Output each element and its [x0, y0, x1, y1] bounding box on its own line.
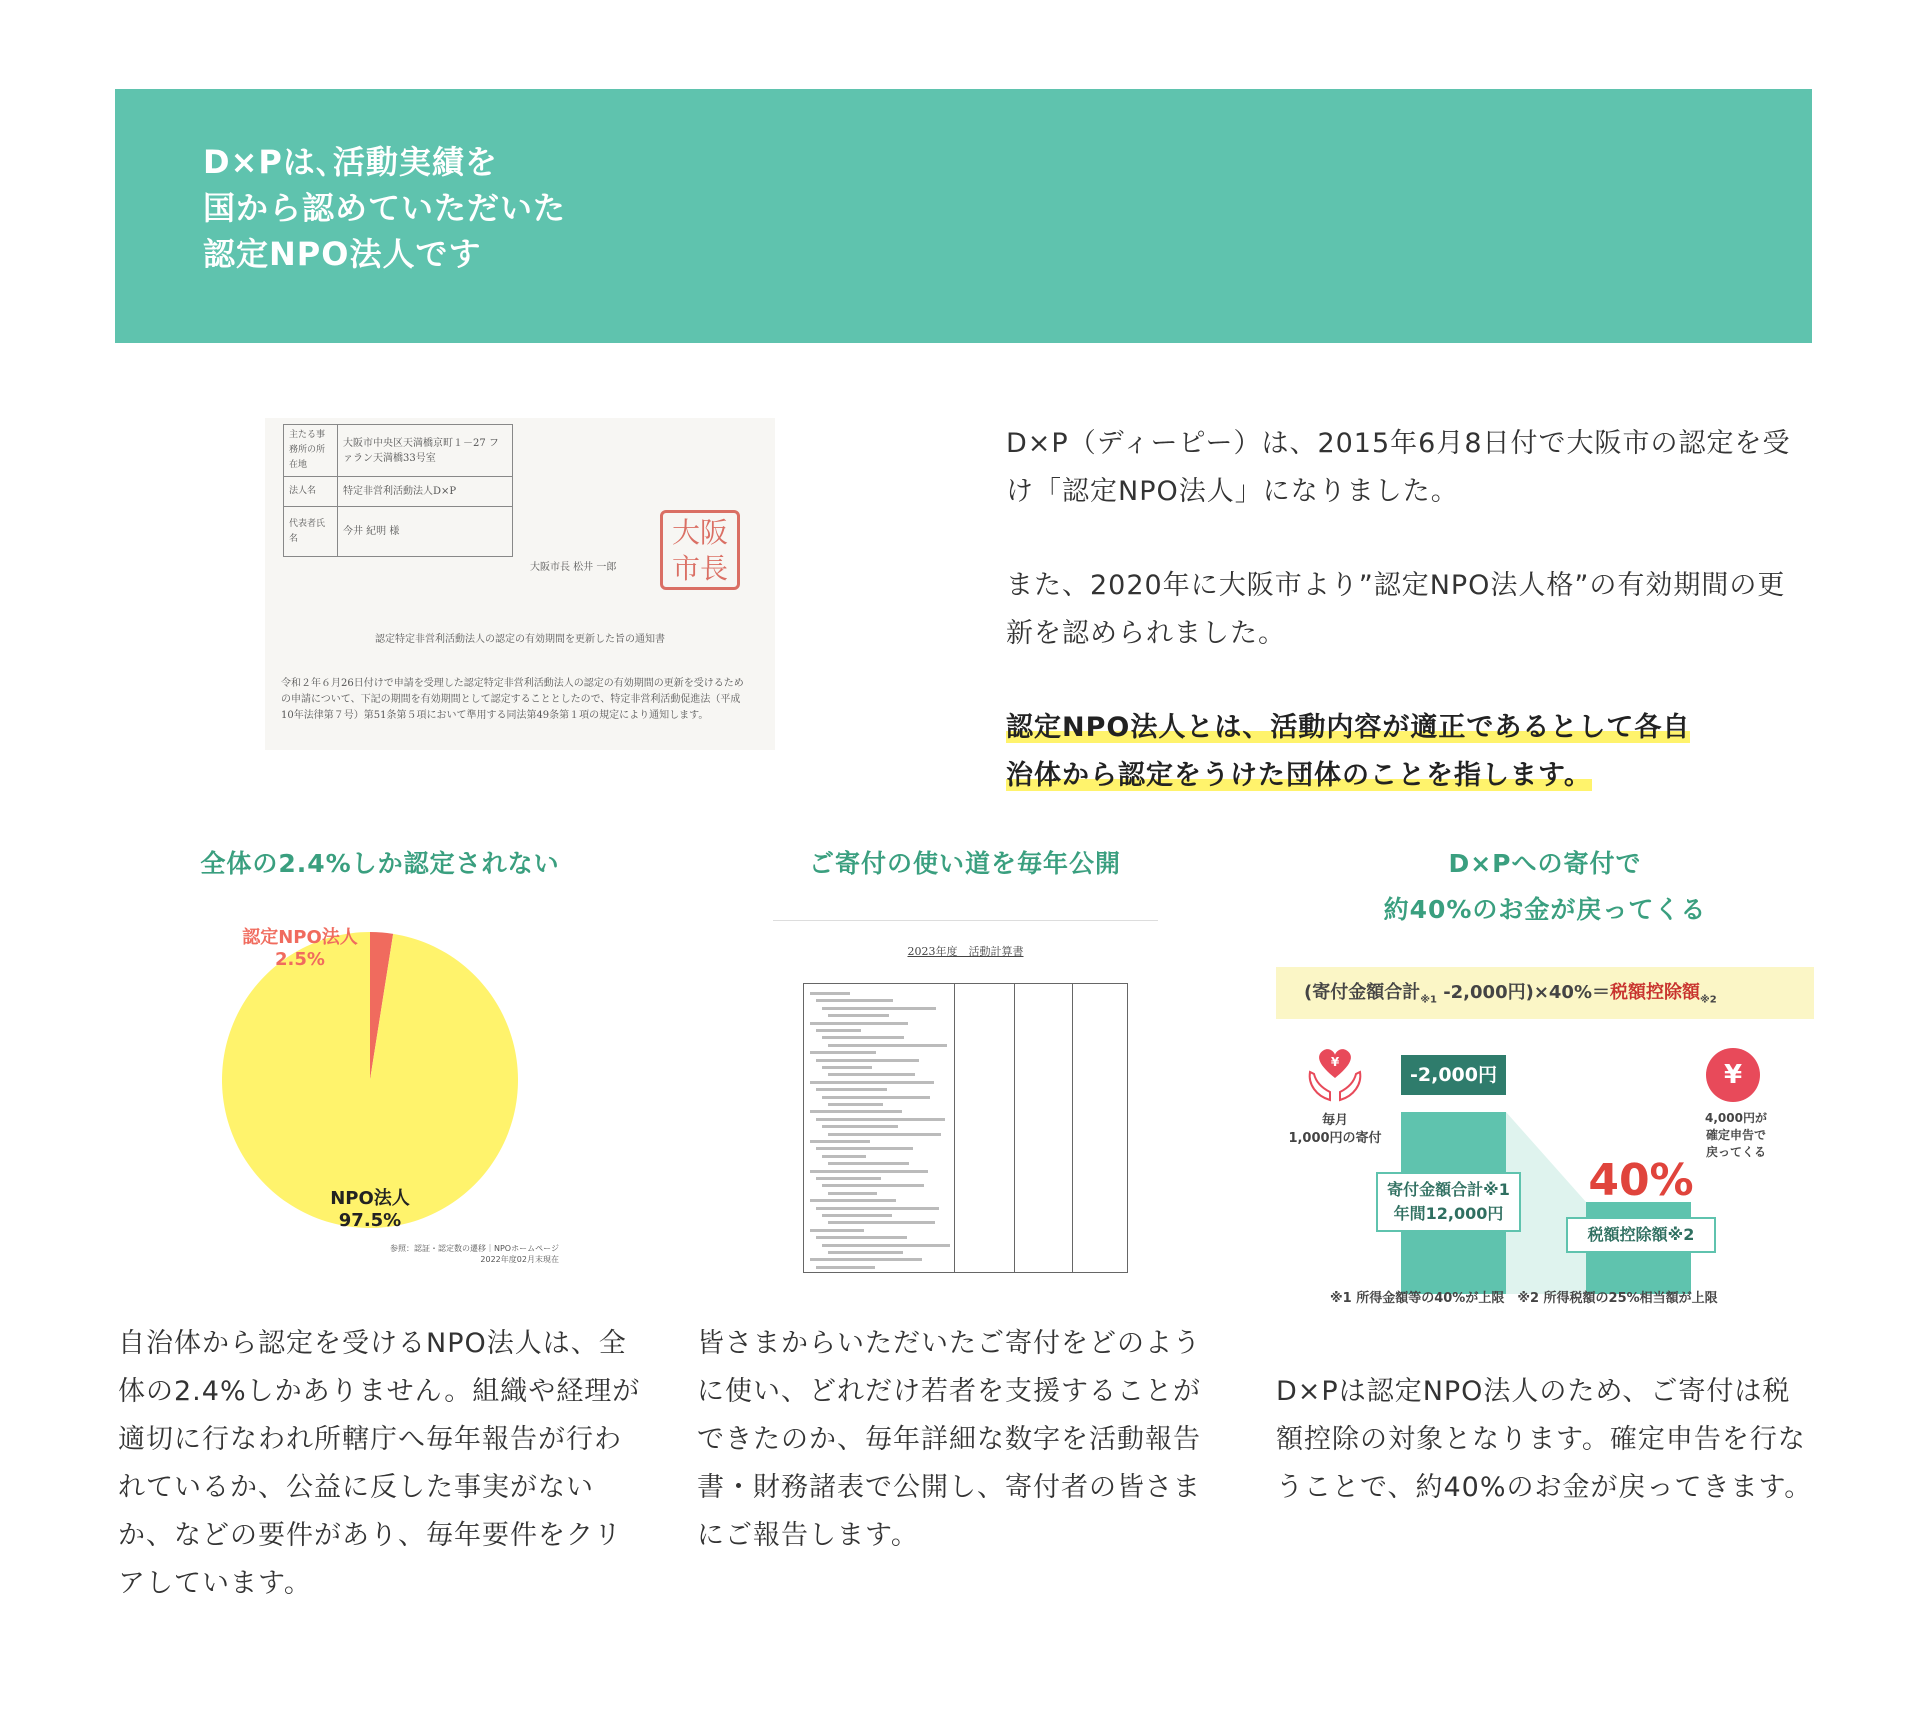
total-donation-box: 寄付金額合計※1 年間12,000円 [1376, 1172, 1521, 1232]
pie-svg [220, 930, 520, 1230]
pie-label-npo-name: NPO法人 [330, 1188, 410, 1209]
minus-2000-badge: -2,000円 [1401, 1055, 1506, 1095]
heart-hands-icon [1300, 1038, 1370, 1108]
yen-icon: ¥ [1706, 1048, 1760, 1102]
pie-slice-1 [222, 932, 518, 1228]
report-row [822, 1214, 892, 1217]
return-label [1686, 1110, 1786, 1161]
report-row [816, 1059, 919, 1062]
col3-title [1276, 841, 1814, 933]
report-row [828, 1103, 883, 1106]
pie-source [390, 1243, 559, 1265]
footnotes: ※1 所得金額等の40%が上限 ※2 所得税額の25%相当額が上限 [1330, 1291, 1718, 1306]
banner-line-3: 認定NPO法人です [203, 235, 482, 273]
pie-chart [220, 930, 520, 1230]
formula-note-1: ※1 [1420, 994, 1437, 1006]
pie-source-line-2: 2022年度02月末現在 [480, 1255, 559, 1264]
report-row [816, 999, 893, 1002]
report-row [816, 1266, 875, 1269]
report-row [828, 1192, 877, 1195]
report-row [810, 1110, 902, 1113]
report-row [828, 1162, 909, 1165]
report-row [822, 1007, 936, 1010]
report-row [810, 992, 850, 995]
svg-text:¥: ¥ [1330, 1055, 1340, 1069]
pie-label-npo [300, 1188, 440, 1232]
report-row [816, 1029, 861, 1032]
report-row [810, 1258, 922, 1261]
formula-part-a: (寄付金額合計 [1304, 982, 1421, 1003]
intro-paragraph-2: また、2020年に大阪市より”認定NPO法人格”の有効期間の更新を認められました。 [1006, 570, 1786, 649]
report-row [822, 1036, 904, 1039]
banner-line-1: D×Pは､活動実績を [203, 143, 498, 181]
report-row [816, 1207, 939, 1210]
report-row [822, 1125, 898, 1128]
report-row [810, 1199, 896, 1202]
report-row [828, 1014, 889, 1017]
col2-title-text: ご寄付の使い道を毎年公開 [808, 849, 1121, 878]
pie-label-certified-value: 2.5% [275, 949, 325, 970]
col1-text: 自治体から認定を受けるNPO法人は、全体の2.4%しかありません。組織や経理が適切に行なわれ所轄庁へ毎年報告が行われているか、公益に反した事実がないか、などの要件があり、毎年要件をクリアしています。 [118, 1328, 641, 1599]
col2-text: 皆さまからいただいたご寄付をどのように使い、どれだけ若者を支援することができたのか、毎年詳細な数字を活動報告書・財務諸表で公開し、寄付者の皆さまにご報告します。 [697, 1328, 1201, 1551]
report-row [828, 1133, 941, 1136]
col3-title-line-2: 約40%のお金が戻ってくる [1383, 895, 1707, 924]
tax-deduction-box: 税額控除額※2 [1566, 1217, 1716, 1253]
activity-report-image [773, 920, 1158, 1276]
return-label-text: 4,000円が 確定申告で 戻ってくる [1705, 1111, 1767, 1159]
report-row [822, 1184, 924, 1187]
cert-rep-val: 今井 紀明 様 [338, 507, 513, 557]
hero-banner [115, 89, 1812, 343]
formula-red: 税額控除額 [1610, 982, 1700, 1003]
col3-title-line-1: D×Pへの寄付で [1448, 849, 1642, 878]
report-row [810, 1081, 934, 1084]
formula-note-2: ※2 [1700, 994, 1717, 1006]
formula-part-b: -2,000円)×40%＝ [1436, 982, 1610, 1003]
pie-source-line-1: 参照：認証・認定数の遷移｜NPOホームページ [390, 1244, 559, 1253]
tax-formula [1276, 967, 1814, 1019]
report-row [810, 1051, 876, 1054]
report-row [828, 1073, 915, 1076]
intro-text [1006, 420, 1806, 846]
report-title: 2023年度 活動計算書 [907, 945, 1024, 958]
report-row [810, 1140, 870, 1143]
cert-rep-key: 代表者氏名 [284, 507, 338, 557]
report-row [816, 1177, 881, 1180]
monthly-donation-label: 毎月 1,000円の寄付 [1288, 1113, 1382, 1146]
cert-body: 令和２年６月26日付けで申請を受理した認定特定非営利活動法人の認定の有効期間の更新を受けるための申請について、下記の期間を有効期間として認定することとしたので、特定非営利活動促進法（平成10年法律第７号）第51条第５項において準用する同法第49条第１項の規定により通知します。 [281, 678, 744, 721]
col1-title [120, 841, 640, 887]
report-row [822, 1096, 930, 1099]
tax-deduction-diagram [1276, 1030, 1814, 1302]
percent-40: 40% [1588, 1155, 1694, 1206]
report-row [828, 1044, 947, 1047]
cert-address-val: 大阪市中央区天満橋京町１－27 ファラン天満橋33号室 [338, 425, 513, 477]
intro-paragraph-1: D×P（ディーピー）は、2015年6月8日付で大阪市の認定を受け「認定NPO法人」になりました。 [1006, 428, 1791, 507]
report-row [828, 1221, 935, 1224]
report-row [822, 1066, 872, 1069]
report-row [810, 1170, 928, 1173]
certificate-image [265, 418, 775, 750]
cert-name-key: 法人名 [284, 477, 338, 507]
cert-name-val: 特定非営利活動法人D×P [338, 477, 513, 507]
pie-label-certified-name: 認定NPO法人 [242, 927, 358, 948]
report-row [828, 1251, 903, 1254]
official-seal-icon: 大阪 市長 [660, 510, 740, 590]
pie-label-npo-value: 97.5% [338, 1210, 402, 1231]
report-row [816, 1118, 945, 1121]
report-row [816, 1236, 907, 1239]
report-row [816, 1088, 887, 1091]
report-row [816, 1147, 913, 1150]
report-row [822, 1155, 866, 1158]
report-row [810, 1229, 864, 1232]
intro-highlight-line-2: 治体から認定をうけた団体のことを指します。 [1006, 760, 1592, 791]
intro-highlight [1006, 704, 1806, 800]
cert-address-key: 主たる事務所の所在地 [284, 425, 338, 477]
banner-title [203, 139, 566, 277]
col2-title [700, 841, 1230, 887]
report-row [822, 1244, 950, 1247]
pie-label-certified [220, 927, 380, 971]
intro-highlight-line-1: 認定NPO法人とは、活動内容が適正であるとして各自 [1006, 712, 1691, 743]
report-col-divider [1072, 984, 1073, 1272]
banner-line-2: 国から認めていただいた [203, 189, 567, 227]
col3-text: D×Pは認定NPO法人のため、ご寄付は税額控除の対象となります。確定申告を行なうことで、約40%のお金が戻ってきます。 [1276, 1376, 1813, 1503]
report-row [810, 1022, 908, 1025]
cert-mayor: 大阪市長 松井 一郎 [530, 562, 617, 573]
col1-title-text: 全体の2.4%しか認定されない [200, 849, 560, 878]
report-table [803, 983, 1128, 1273]
report-col-divider [1014, 984, 1015, 1272]
certificate-table [283, 424, 513, 557]
report-col-divider [954, 984, 955, 1272]
cert-heading: 認定特定非営利活動法人の認定の有効期間を更新した旨の通知書 [375, 634, 665, 645]
